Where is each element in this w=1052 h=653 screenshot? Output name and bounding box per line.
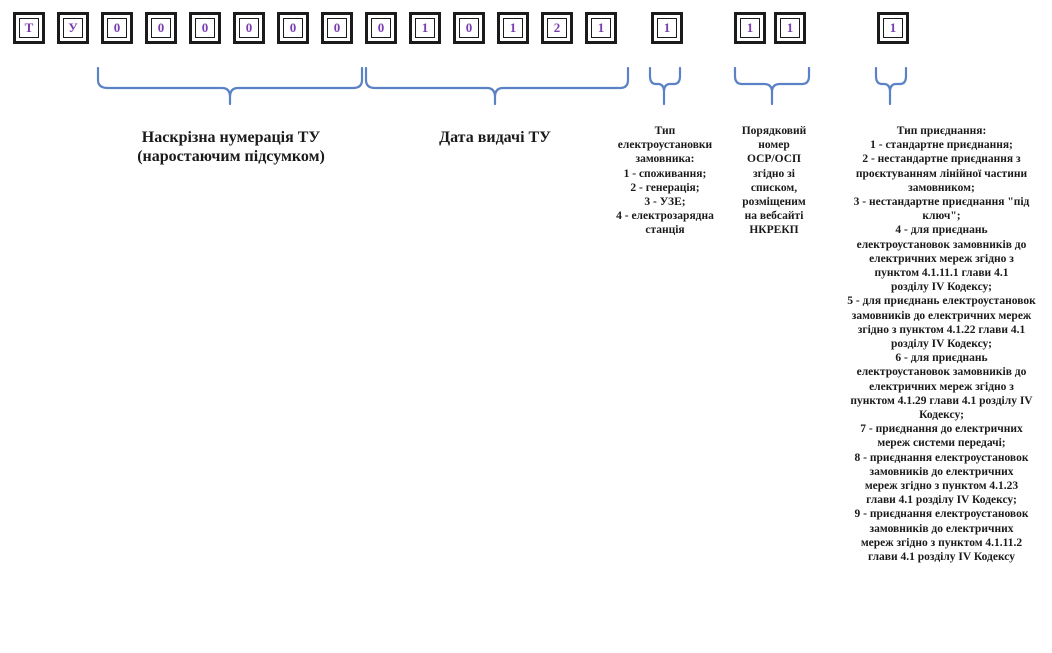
label-line: 7 - приєднання до електричних — [860, 423, 1023, 436]
code-char: 2 — [547, 18, 567, 38]
label-line: (наростаючим підсумком) — [137, 148, 325, 165]
code-char: 0 — [239, 18, 259, 38]
label-line: 3 - нестандартне приєднання "під — [853, 196, 1030, 209]
code-char: 0 — [283, 18, 303, 38]
code-char: 1 — [415, 18, 435, 38]
label-line: Тип — [654, 125, 676, 137]
label-line: ОСР/ОСП — [747, 153, 801, 166]
brace-operator-number — [735, 68, 809, 104]
label-line: номер — [758, 139, 790, 152]
label-line: на вебсайті — [744, 210, 804, 223]
label-line: 3 - УЗЕ; — [644, 196, 686, 209]
label-line: Кодексу; — [919, 409, 964, 422]
code-char: У — [63, 18, 83, 38]
label-line: 8 - приєднання електроустановок — [854, 451, 1029, 464]
label-date — [380, 128, 610, 147]
label-line: замовників до електричних — [869, 465, 1014, 478]
label-line: мереж системи передачі; — [877, 437, 1006, 450]
label-line: пунктом 4.1.29 глави 4.1 розділу IV — [850, 394, 1033, 407]
label-line: пунктом 4.1.11.1 глави 4.1 — [874, 267, 1009, 280]
code-char: 1 — [780, 18, 800, 38]
label-line: замовником; — [908, 181, 975, 194]
label-line: електроустановок замовників до — [856, 238, 1027, 251]
code-char: 0 — [459, 18, 479, 38]
brace-connection-type — [876, 68, 906, 104]
code-char: 1 — [883, 18, 903, 38]
label-line: розміщеним — [742, 196, 806, 209]
brace-numbering — [98, 68, 362, 104]
label-line: електроустановки — [617, 139, 713, 152]
label-line: НКРЕКП — [749, 224, 799, 237]
label-line: замовників до електричних мереж — [851, 309, 1032, 322]
code-char: 1 — [503, 18, 523, 38]
label-line: електроустановок замовників до — [856, 366, 1027, 379]
label-line: замовника: — [635, 153, 695, 166]
brace-date — [366, 68, 628, 104]
label-line: ключ"; — [922, 210, 961, 223]
label-line: мереж згідно з пунктом 4.1.23 — [864, 480, 1019, 493]
code-char: Т — [19, 18, 39, 38]
label-line: глави 4.1 розділу IV Кодексу — [867, 551, 1016, 564]
label-line: згідно з пунктом 4.1.22 глави 4.1 — [857, 323, 1026, 336]
label-line: 6 - для приєднань — [895, 352, 988, 365]
label-line: 9 - приєднання електроустановок — [854, 508, 1029, 521]
group-braces — [0, 0, 1052, 120]
label-line: Порядковий — [741, 125, 807, 137]
label-line: 5 - для приєднань електроустановок — [847, 295, 1036, 308]
label-line: 4 - електрозарядна — [616, 210, 714, 223]
label-operator-number — [722, 124, 826, 238]
label-line: 2 - нестандартне приєднання з — [862, 153, 1021, 166]
brace-installation-type — [650, 68, 680, 104]
label-line: 4 - для приєднань — [895, 224, 988, 237]
code-char: 0 — [371, 18, 391, 38]
label-connection-type — [831, 124, 1052, 564]
code-char: 0 — [107, 18, 127, 38]
label-line: глави 4.1 розділу IV Кодексу; — [866, 494, 1017, 507]
label-line: розділу IV Кодексу; — [891, 338, 992, 351]
code-char: 0 — [151, 18, 171, 38]
label-line: електричних мереж згідно з — [869, 380, 1014, 393]
label-line: Наскрізна нумерація ТУ — [141, 129, 321, 146]
label-line: згідно зі — [753, 167, 795, 180]
label-line: 1 - споживання; — [623, 167, 707, 180]
label-line: електричних мереж згідно з — [869, 252, 1014, 265]
label-numbering — [103, 128, 359, 166]
label-line: станція — [645, 224, 685, 237]
label-line: замовників до електричних — [869, 522, 1014, 535]
code-char: 0 — [327, 18, 347, 38]
label-line: Тип приєднання: — [896, 125, 987, 137]
label-line: списком, — [750, 181, 798, 194]
code-char: 1 — [657, 18, 677, 38]
label-line: 2 - генерація; — [630, 181, 700, 194]
label-line: розділу IV Кодексу; — [891, 281, 992, 294]
code-char: 0 — [195, 18, 215, 38]
label-line: проєктуванням лінійної частини — [855, 167, 1028, 180]
label-line: мереж згідно з пунктом 4.1.11.2 — [860, 536, 1023, 549]
label-installation-type — [590, 124, 740, 238]
label-line: 1 - стандартне приєднання; — [870, 139, 1013, 152]
code-char: 1 — [591, 18, 611, 38]
label-line: Дата видачі ТУ — [439, 129, 551, 146]
code-char: 1 — [740, 18, 760, 38]
